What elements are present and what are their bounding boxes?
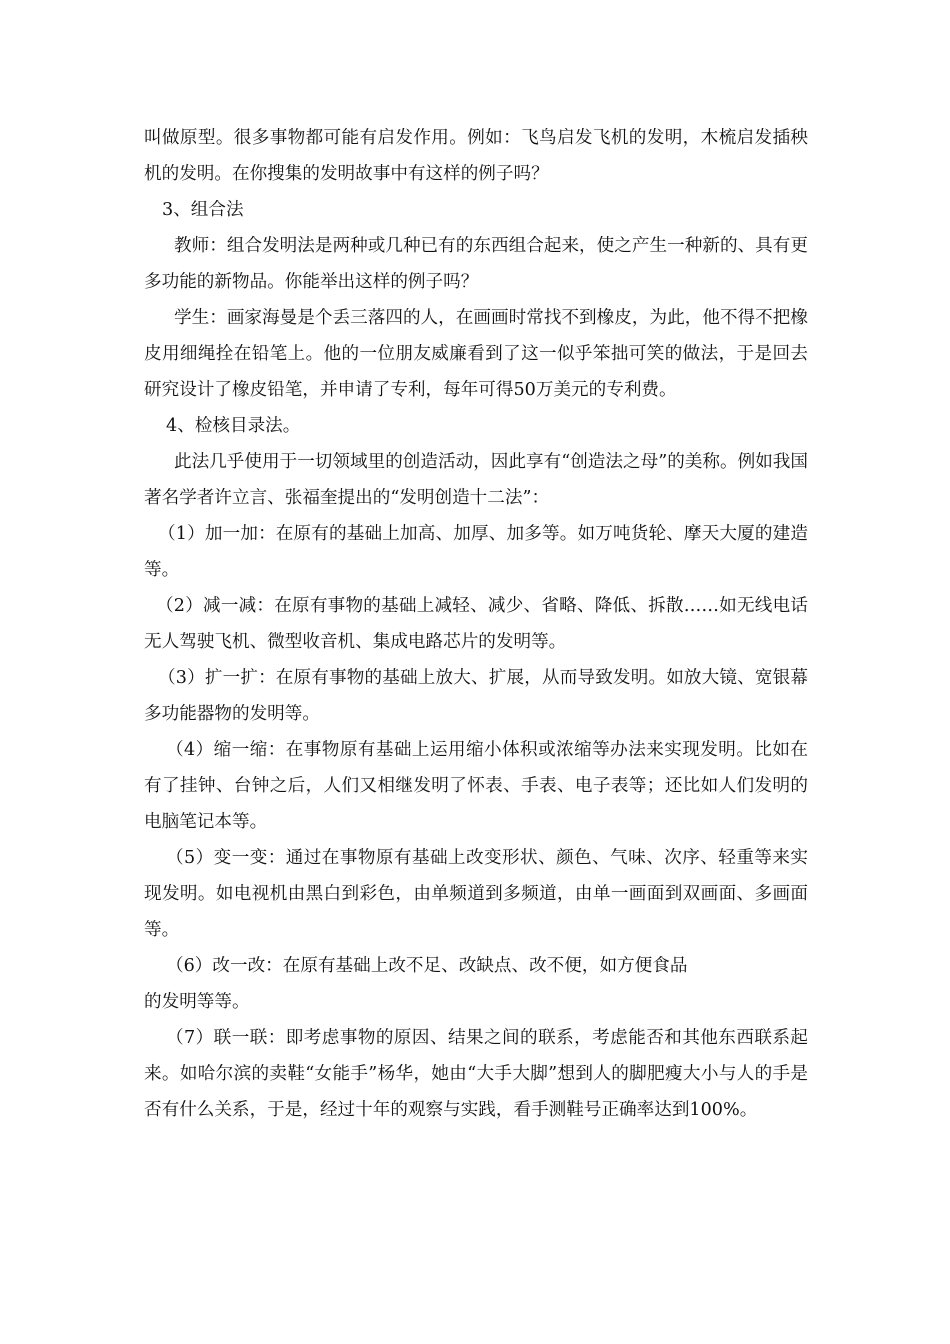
document-body — [144, 120, 808, 1128]
paragraph-student: 学生：画家海曼是个丢三落四的人，在画画时常找不到橡皮，为此，他不得不把橡皮用细绳拴在铅笔上。他的一位朋友威廉看到了这一似乎笨拙可笑的做法，于是回去研究设计了橡皮铅笔，并申请了专利，每年可得50万美元的专利费。 — [144, 308, 808, 400]
heading-checklist-method: 4、检核目录法。 — [166, 416, 301, 436]
list-item-change: （5）变一变：通过在事物原有基础上改变形状、颜色、气味、次序、轻重等来实现发明。如电视机由黑白到彩色，由单频道到多频道，由单一画面到双画面、多画面等。 — [144, 848, 808, 940]
list-item-add: （1）加一加：在原有的基础上加高、加厚、加多等。如万吨货轮、摩天大厦的建造等。 — [144, 524, 808, 580]
paragraph-checklist-intro: 此法几乎使用于一切领域里的创造活动，因此享有“创造法之母”的美称。例如我国著名学者许立言、张福奎提出的“发明创造十二法”： — [144, 452, 808, 508]
heading-combination-method: 3、组合法 — [162, 200, 244, 220]
list-item-subtract: （2）减一减：在原有事物的基础上减轻、减少、省略、降低、拆散……如无线电话无人驾驶飞机、微型收音机、集成电路芯片的发明等。 — [144, 596, 808, 652]
list-item-modify-continued: 的发明等等。 — [144, 992, 250, 1012]
paragraph-teacher: 教师：组合发明法是两种或几种已有的东西组合起来，使之产生一种新的、具有更多功能的新物品。你能举出这样的例子吗？ — [144, 236, 808, 292]
paragraph-prototype: 叫做原型。很多事物都可能有启发作用。例如：飞鸟启发飞机的发明，木梳启发插秧机的发明。在你搜集的发明故事中有这样的例子吗？ — [144, 128, 808, 184]
list-item-modify: （6）改一改：在原有基础上改不足、改缺点、改不便，如方便食品 — [166, 956, 688, 976]
list-item-shrink: （4）缩一缩：在事物原有基础上运用缩小体积或浓缩等办法来实现发明。比如在有了挂钟、台钟之后，人们又相继发明了怀表、手表、电子表等；还比如人们发明的电脑笔记本等。 — [144, 740, 808, 832]
list-item-connect: （7）联一联：即考虑事物的原因、结果之间的联系，考虑能否和其他东西联系起来。如哈尔滨的卖鞋“女能手”杨华，她由“大手大脚”想到人的脚肥瘦大小与人的手是否有什么关系，于是，经过十年的观察与实践，看手测鞋号正确率达到100%。 — [144, 1028, 808, 1120]
list-item-expand: （3）扩一扩：在原有事物的基础上放大、扩展，从而导致发明。如放大镜、宽银幕多功能器物的发明等。 — [144, 668, 808, 724]
